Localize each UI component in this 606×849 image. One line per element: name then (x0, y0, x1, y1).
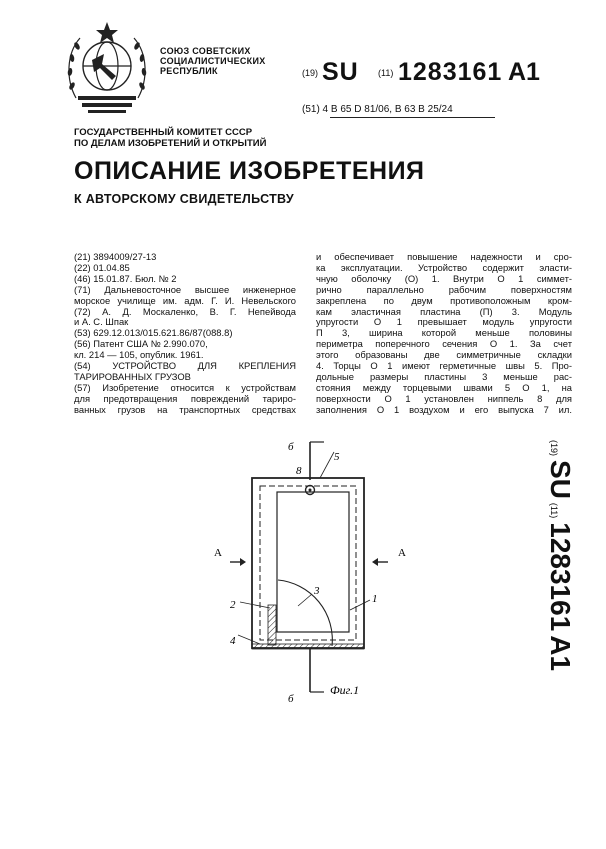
label-b-top: б (288, 441, 294, 453)
committee-line: ГОСУДАРСТВЕННЫЙ КОМИТЕТ СССР (74, 127, 253, 138)
org-line: РЕСПУБЛИК (160, 66, 218, 76)
side-patent-number: 1283161 (545, 522, 576, 632)
side-kind-code: A1 (545, 635, 576, 672)
abstract-line: закреплена по двум противоположным кром- (316, 294, 572, 306)
elastic-plate (277, 492, 349, 632)
side-patent-stamp (536, 440, 576, 700)
abstract-line: упругости О 1 превышает модуль упругости (316, 316, 572, 328)
abstract-line: периметра поперечного сечения О 1. За счет (316, 338, 572, 350)
code-11: (11) (378, 68, 394, 78)
biblio-line: морское училище им. адм. Г. И. Невельского (74, 294, 296, 306)
fold-hatch (268, 605, 276, 645)
code-19: (19) (302, 68, 319, 78)
org-line: СОЦИАЛИСТИЧЕСКИХ (160, 56, 266, 66)
side-code-19: (19) (549, 440, 559, 457)
label-shell: 1 (372, 593, 378, 605)
plate-arc (278, 580, 332, 646)
country-code: SU (322, 58, 359, 86)
biblio-line: ТАРИРОВАННЫХ ГРУЗОВ (74, 370, 191, 382)
org-line: СОЮЗ СОВЕТСКИХ (160, 46, 251, 56)
ipc-underline (330, 117, 495, 118)
label-fold: 2 (230, 599, 236, 611)
label-folds: 4 (230, 635, 236, 647)
biblio-line: (54) УСТРОЙСТВО ДЛЯ КРЕПЛЕНИЯ (74, 360, 296, 372)
abstract-line: чную оболочку (О) 1. Внутри О 1 симмет- (316, 272, 572, 284)
abstract-line: поверхности О 1 установлен ниппель 8 для (316, 392, 572, 404)
side-code-11: (11) (549, 502, 559, 519)
kind-code: A1 (508, 58, 540, 86)
ipc-classification: (51) 4 B 65 D 81/06, B 63 B 25/24 (302, 104, 453, 115)
abstract-line: стояния между торцевыми швами 5 О 1, на (316, 381, 572, 393)
label-plate: 3 (314, 585, 320, 597)
biblio-line: (56) Патент США № 2.990.070, (74, 338, 208, 350)
abstract-column (316, 252, 572, 416)
abstract-line: и обеспечивает повышение надежности и сро- (316, 251, 572, 262)
biblio-line: кл. 214 — 105, опублик. 1961. (74, 349, 204, 361)
label-a-right: А (398, 547, 406, 559)
abstract-line: 4. Торцы О 1 имеют герметичные швы 5. Про- (316, 360, 572, 372)
abstract-line: для предотвращения повреждений тариро- (74, 392, 296, 404)
issuing-state-block (160, 46, 266, 76)
abstract-line: (57) Изобретение относится к устройствам (74, 381, 296, 393)
abstract-line: рично параллельно рабочим поверхностям (316, 283, 572, 295)
abstract-line: кам эластичная пластина (П) 3. Модуль (316, 305, 572, 317)
label-b-bottom: б (288, 693, 294, 705)
abstract-line: ка эксплуатации. Устройство содержит эласти- (316, 261, 572, 273)
abstract-line: ванных грузов на транспортных средствах (74, 403, 296, 415)
abstract-line: заполнения О 1 воздухом и его выпуска 7 ил. (316, 403, 572, 415)
biblio-line: (46) 15.01.87. Бюл. № 2 (74, 272, 177, 284)
abstract-line: П 3, ширина которой меньше половины (316, 327, 572, 339)
figure-caption: Фиг.1 (330, 683, 360, 697)
ussr-emblem (64, 20, 150, 116)
patent-number: 1283161 (398, 58, 503, 86)
biblio-line: (21) 3894009/27-13 (74, 251, 157, 262)
committee-block (74, 127, 266, 149)
biblio-line: (71) Дальневосточное высшее инженерное (74, 283, 296, 295)
label-seam: 5 (334, 451, 340, 463)
biblio-line: (53) 629.12.013/015.621.86/87(088.8) (74, 327, 233, 339)
label-a-left: А (214, 547, 222, 559)
side-country: SU (545, 460, 576, 499)
biblio-line: (22) 01.04.85 (74, 261, 130, 273)
document-title: ОПИСАНИЕ ИЗОБРЕТЕНИЯ (74, 157, 425, 185)
abstract-line: этого образованы две симметричные складки (316, 349, 572, 361)
bottom-seam (252, 644, 364, 649)
biblio-line: и А. С. Шпак (74, 316, 129, 328)
label-nipple: 8 (296, 465, 302, 477)
figure-1-drawing (200, 430, 410, 710)
committee-line: ПО ДЕЛАМ ИЗОБРЕТЕНИЙ И ОТКРЫТИЙ (74, 138, 267, 149)
bibliographic-column (74, 252, 296, 416)
document-subtitle: К АВТОРСКОМУ СВИДЕТЕЛЬСТВУ (74, 192, 294, 206)
biblio-line: (72) А. Д. Москаленко, В. Г. Непейвода (74, 305, 296, 317)
abstract-line: дольные размеры пластины 3 меньше рас- (316, 370, 572, 382)
